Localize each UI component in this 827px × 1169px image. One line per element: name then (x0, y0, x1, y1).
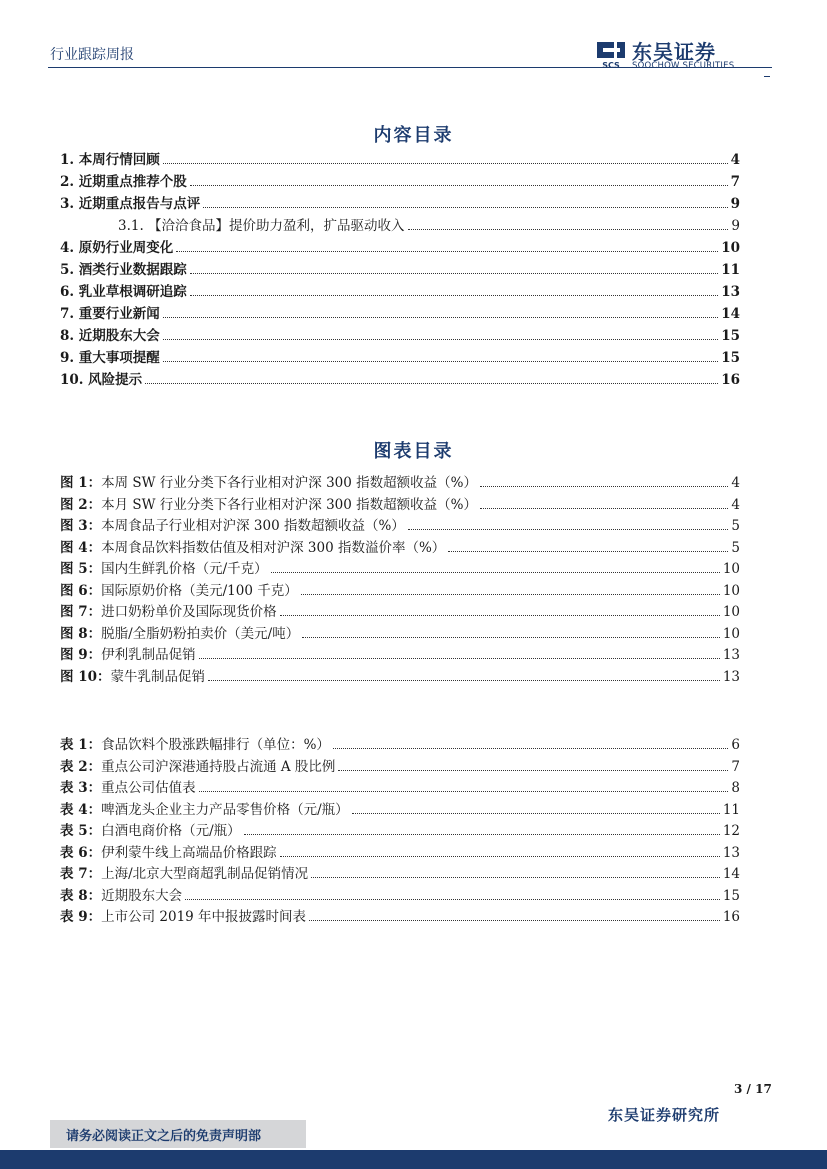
table-list (60, 733, 740, 927)
figure-item[interactable]: 图 10： 蒙牛乳制品促销 13 (60, 668, 740, 685)
disclaimer-text: 请务必阅读正文之后的免责声明部 (66, 1129, 262, 1144)
figures-title: 图表目录 (373, 441, 454, 462)
toc-item[interactable]: 4. 原奶行业周变化 10 (60, 240, 740, 256)
logo-english-name: SOOCHOW SECURITIES (632, 61, 735, 71)
table-item[interactable]: 表 7： 上海/北京大型商超乳制品促销情况 14 (60, 866, 740, 882)
toc-item[interactable]: 2. 近期重点推荐个股 7 (60, 174, 740, 190)
page-number: 3 / 17 (734, 1082, 772, 1096)
table-item[interactable]: 表 1： 食品饮料个股涨跌幅排行（单位：%） 6 (60, 737, 740, 753)
table-item[interactable]: 表 4： 啤酒龙头企业主力产品零售价格（元/瓶） 11 (60, 801, 740, 818)
toc-item[interactable]: 5. 酒类行业数据跟踪 11 (60, 262, 740, 278)
toc-item[interactable]: 9. 重大事项提醒 15 (60, 350, 740, 366)
figure-item[interactable]: 图 5： 国内生鲜乳价格（元/千克） 10 (60, 561, 740, 577)
figure-item[interactable]: 图 2： 本月 SW 行业分类下各行业相对沪深 300 指数超额收益（%） 4 (60, 496, 740, 513)
header-divider (48, 67, 772, 68)
toc-item[interactable]: 6. 乳业草根调研追踪 13 (60, 284, 740, 300)
table-item[interactable]: 表 8： 近期股东大会 15 (60, 887, 740, 904)
table-item[interactable]: 表 9： 上市公司 2019 年中报披露时间表 16 (60, 909, 740, 925)
toc-item[interactable]: 7. 重要行业新闻 14 (60, 306, 740, 322)
disclaimer-banner (50, 1120, 306, 1148)
figure-item[interactable]: 图 3： 本周食品子行业相对沪深 300 指数超额收益（%） 5 (60, 518, 740, 534)
toc-item[interactable]: 8. 近期股东大会 15 (60, 328, 740, 344)
logo-chinese-name: 东吴证券 (632, 40, 716, 64)
figure-item[interactable]: 图 4： 本周食品饮料指数估值及相对沪深 300 指数溢价率（%） 5 (60, 539, 740, 556)
toc-item[interactable]: 3. 近期重点报告与点评 9 (60, 196, 740, 212)
toc-item[interactable]: 1. 本周行情回顾 4 (60, 152, 740, 168)
research-institute-name: 东吴证券研究所 (608, 1106, 721, 1124)
figure-item[interactable]: 图 1： 本周 SW 行业分类下各行业相对沪深 300 指数超额收益（%） 4 (60, 475, 740, 491)
toc-item[interactable]: 10. 风险提示 16 (60, 372, 740, 388)
figure-list (60, 471, 740, 686)
toc-list (60, 148, 740, 390)
toc-title: 内容目录 (373, 125, 454, 146)
figure-item[interactable]: 图 8： 脱脂/全脂奶粉拍卖价（美元/吨） 10 (60, 625, 740, 642)
table-item[interactable]: 表 3： 重点公司估值表 8 (60, 780, 740, 796)
table-item[interactable]: 表 6： 伊利蒙牛线上高端品价格跟踪 13 (60, 844, 740, 861)
figure-item[interactable]: 图 7： 进口奶粉单价及国际现货价格 10 (60, 604, 740, 620)
header-tick-mark (764, 76, 770, 77)
table-item[interactable]: 表 2： 重点公司沪深港通持股占流通 A 股比例 7 (60, 758, 740, 775)
table-item[interactable]: 表 5： 白酒电商价格（元/瓶） 12 (60, 823, 740, 839)
soochow-logo-icon (594, 38, 628, 70)
figure-item[interactable]: 图 6： 国际原奶价格（美元/100 千克） 10 (60, 582, 740, 599)
logo-abbr: SCS (602, 61, 620, 70)
footer-band (0, 1150, 827, 1169)
figure-item[interactable]: 图 9： 伊利乳制品促销 13 (60, 647, 740, 663)
report-type-label: 行业跟踪周报 (50, 47, 134, 63)
toc-subitem[interactable]: 3.1. 【洽洽食品】提价助力盈利，扩品驱动收入 9 (118, 218, 740, 234)
